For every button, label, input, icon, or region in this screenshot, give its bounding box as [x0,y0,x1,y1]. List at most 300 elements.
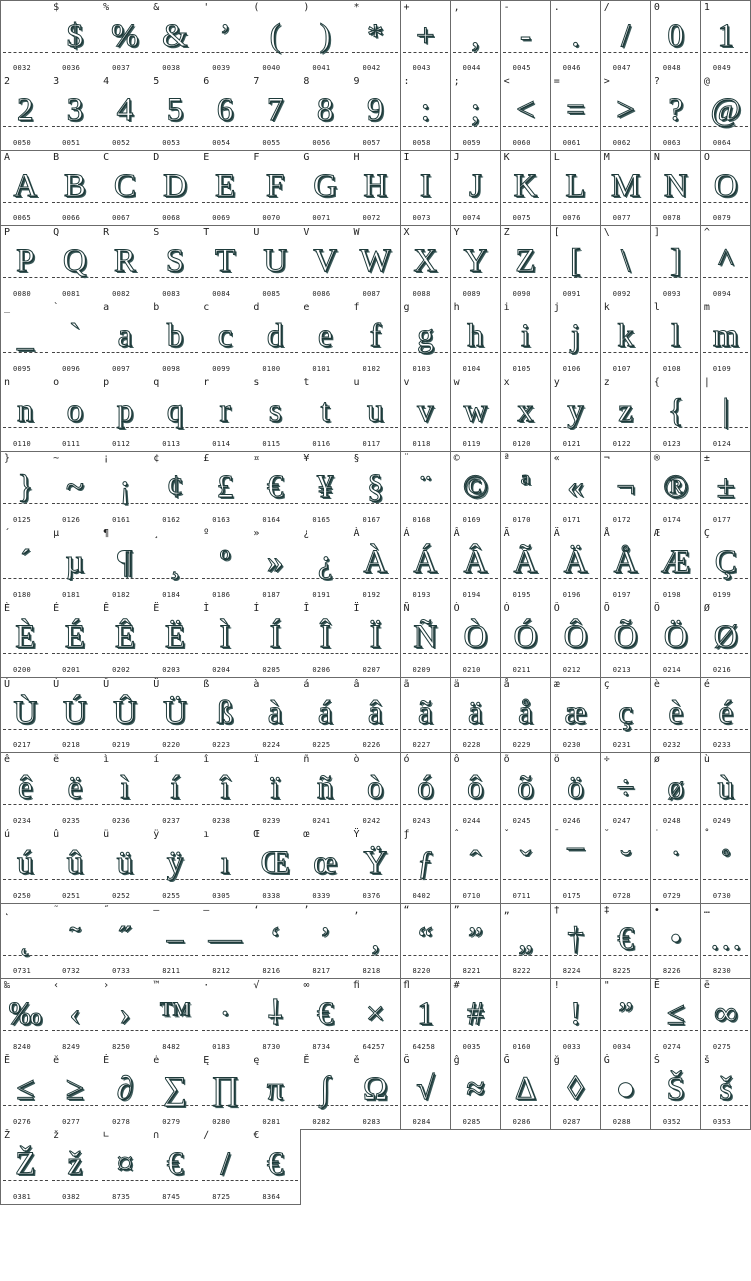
glyph-cell [0,1129,51,1205]
glyph-label: ñ [303,753,310,765]
glyph-code: 8725 [212,1193,231,1202]
glyph-preview: † [567,920,584,957]
glyph-preview: 6 [216,92,234,129]
glyph-cell [401,602,452,678]
glyph-cell [651,0,702,76]
glyph-code: 0244 [462,816,481,825]
glyph-cell [50,1129,101,1205]
glyph-preview: ô [467,769,484,806]
glyph-cell [401,151,452,227]
glyph-preview: ¿ [317,544,333,581]
glyph-preview [501,991,551,1037]
glyph-label: Ġ [603,1055,610,1067]
glyph-label: â [353,678,360,690]
glyph-preview: K [513,167,538,204]
glyph-preview: € [166,1146,184,1183]
glyph-preview: € [617,920,634,957]
glyph-cell [401,979,452,1055]
glyph-label: å [503,678,510,690]
glyph-cell [150,828,201,904]
glyph-label: K [503,151,510,163]
glyph-code: 0729 [662,892,681,901]
glyph-label: N [653,151,660,163]
glyph-preview: s [268,393,282,430]
glyph-code: 0073 [412,214,431,223]
glyph-label: # [453,979,460,991]
glyph-preview: ù [717,769,734,806]
glyph-label: ¬ [603,452,610,464]
glyph-label: Š [653,1055,660,1067]
glyph-label: ∩ [153,1130,160,1142]
glyph-cell [651,226,702,302]
glyph-cell [300,452,351,528]
glyph-cell [200,602,251,678]
glyph-cell [100,828,151,904]
glyph-preview: [ [570,242,581,279]
glyph-cell [401,75,452,151]
glyph-code: 0060 [512,139,531,148]
glyph-preview: ≈ [466,1071,485,1108]
glyph-cell [0,904,51,980]
glyph-code: 0111 [62,440,81,449]
glyph-cell [451,753,502,829]
glyph-cell [50,904,101,980]
glyph-code: 0251 [62,892,81,901]
glyph-cell [350,602,401,678]
glyph-preview: : [420,92,430,129]
glyph-preview: è [668,694,683,731]
glyph-label: ¶ [103,528,110,540]
glyph-code: 0198 [662,590,681,599]
glyph-label: ˆ [453,829,460,841]
glyph-cell [551,226,602,302]
glyph-label: Œ [253,829,260,841]
glyph-preview: € [266,1146,284,1183]
glyph-cell [501,151,552,227]
glyph-cell [150,301,201,377]
glyph-cell [651,151,702,227]
glyph-label: Ù [4,678,11,690]
glyph-preview: œ [313,845,338,882]
glyph-cell [50,753,101,829]
glyph-code: 0112 [112,440,131,449]
glyph-code: 0121 [562,440,581,449]
glyph-preview: © [462,468,488,505]
glyph-code: 8249 [62,1042,81,1051]
glyph-label: ` [53,302,60,314]
glyph-preview: ´ [19,544,31,581]
glyph-cell [701,527,751,603]
glyph-preview: ● [615,1071,636,1108]
glyph-cell [150,376,201,452]
glyph-cell [250,1054,301,1130]
glyph-preview: « [567,468,584,505]
glyph-code: 0034 [612,1042,631,1051]
glyph-label: V [303,226,310,238]
glyph-code: 0730 [712,892,731,901]
glyph-preview: ¶ [117,544,133,581]
glyph-cell [501,1054,552,1130]
glyph-label: Î [303,603,310,615]
glyph-preview: j [570,318,581,355]
glyph-code: 0163 [212,515,231,524]
glyph-preview: W [359,242,391,279]
glyph-code: 0037 [112,63,131,72]
glyph-label: ÿ [153,829,160,841]
glyph-code: 0089 [462,289,481,298]
glyph-preview: ü [116,845,134,882]
glyph-code: 0353 [712,1117,731,1126]
glyph-preview: I [419,167,431,204]
glyph-code: 0065 [13,214,32,223]
glyph-code: 0043 [412,63,431,72]
glyph-code: 0098 [162,364,181,373]
glyph-cell [300,376,351,452]
glyph-cell [451,602,502,678]
glyph-cell [551,1054,602,1130]
glyph-label: ¢ [153,452,160,464]
glyph-code: 0339 [312,892,331,901]
glyph-cell [501,602,552,678]
glyph-label: ˇ [503,829,510,841]
glyph-code: 0040 [262,63,281,72]
glyph-code: 0092 [612,289,631,298]
glyph-code: 0119 [462,440,481,449]
glyph-preview: k [617,318,634,355]
glyph-cell [100,301,151,377]
glyph-code: 0097 [112,364,131,373]
glyph-cell [100,376,151,452]
glyph-cell [200,301,251,377]
glyph-cell [651,828,702,904]
glyph-code: 0711 [512,892,531,901]
glyph-preview: G [313,167,338,204]
glyph-code: 0079 [712,214,731,223]
glyph-label: ´ [4,528,11,540]
glyph-cell [601,376,652,452]
glyph-label: Æ [653,528,660,540]
glyph-cell [601,226,652,302]
glyph-label: £ [203,452,210,464]
glyph-code: 0103 [412,364,431,373]
glyph-label: û [53,829,60,841]
glyph-label: ğ [553,1055,560,1067]
glyph-label: ë [53,753,60,765]
glyph-label: S [153,226,160,238]
glyph-label: ü [103,829,110,841]
glyph-cell [0,678,51,754]
glyph-cell [350,226,401,302]
glyph-cell [0,151,51,227]
glyph-cell [501,376,552,452]
glyph-cell [501,527,552,603]
glyph-cell [50,1054,101,1130]
glyph-cell [150,979,201,1055]
glyph-cell [551,75,602,151]
glyph-code: 0182 [112,590,131,599]
glyph-preview: ≤ [16,1071,35,1108]
glyph-cell [551,979,602,1055]
glyph-code: 0118 [412,440,431,449]
glyph-preview: n [17,393,34,430]
glyph-preview: ’ [319,920,331,957]
glyph-label: $ [53,2,60,13]
glyph-code: 0186 [212,590,231,599]
glyph-cell [350,1054,401,1130]
glyph-code: 0280 [212,1117,231,1126]
glyph-label: á [303,678,310,690]
glyph-cell [401,452,452,528]
glyph-label: ‹ [53,979,60,991]
glyph-label: ’ [303,904,310,916]
glyph-label: O [703,151,710,163]
glyph-code: 0227 [412,741,431,750]
glyph-label: Í [253,603,260,615]
glyph-code: 0199 [712,590,731,599]
glyph-preview: £ [216,468,234,505]
glyph-code: 0202 [112,666,131,675]
glyph-preview: Ω [362,1071,388,1108]
glyph-code: 0733 [112,967,131,976]
glyph-code: 0210 [462,666,481,675]
glyph-preview: ∆ [515,1071,536,1108]
glyph-preview: ] [670,242,682,279]
glyph-cell [300,301,351,377]
glyph-cell [200,1054,251,1130]
glyph-code: 0160 [512,1042,531,1051]
glyph-code: 0233 [712,741,731,750]
glyph-code: 0243 [412,816,431,825]
glyph-preview: Ã [513,544,538,581]
glyph-code: 0081 [62,289,81,298]
glyph-preview: ƒ [417,845,434,882]
glyph-label: & [153,2,160,13]
glyph-preview: N [663,167,688,204]
glyph-code: 0731 [13,967,32,976]
glyph-code: 0161 [112,515,131,524]
glyph-preview: Ö [663,619,688,656]
glyph-preview: ã [417,694,433,731]
glyph-label: 7 [253,76,260,88]
glyph-cell [601,904,652,980]
glyph-cell [0,527,51,603]
glyph-preview: f [369,318,381,355]
glyph-label: k [603,302,610,314]
glyph-label: ò [353,753,360,765]
glyph-code: 0074 [462,214,481,223]
glyph-code: 0048 [662,63,681,72]
glyph-code: 0277 [62,1117,81,1126]
glyph-code: 8250 [112,1042,131,1051]
glyph-preview: å [518,694,533,731]
glyph-label: ﬂ [403,979,410,991]
glyph-code: 8745 [162,1193,181,1202]
glyph-preview: i [520,318,531,355]
glyph-label: … [703,904,710,916]
glyph-code: 0126 [62,515,81,524]
glyph-preview: ® [663,468,689,505]
glyph-preview: | [722,393,729,430]
glyph-cell [350,753,401,829]
glyph-label: ö [553,753,560,765]
glyph-label: ù [703,753,710,765]
glyph-preview: Ï [369,619,381,656]
glyph-preview: 0 [667,18,684,54]
glyph-preview: g [417,318,434,355]
glyph-cell [651,979,702,1055]
glyph-preview: ì [120,769,130,806]
glyph-cell [601,602,652,678]
glyph-code: 0072 [362,214,381,223]
glyph-preview: P [16,242,35,279]
glyph-cell [451,0,502,76]
glyph-cell [651,376,702,452]
glyph-label: √ [253,979,260,991]
glyph-label: + [403,2,410,13]
glyph-preview: 1 [417,995,434,1032]
glyph-code: 0066 [62,214,81,223]
glyph-code: 0167 [362,515,381,524]
glyph-cell [300,151,351,227]
glyph-preview: × [365,995,385,1032]
glyph-label: f [353,302,360,314]
glyph-code: 0120 [512,440,531,449]
glyph-label: ‡ [603,904,610,916]
glyph-code: 0122 [612,440,631,449]
glyph-label: Z [503,226,510,238]
glyph-cell [401,828,452,904]
glyph-label: ª [503,452,510,464]
glyph-code: 8230 [712,967,731,976]
glyph-preview: R [113,242,136,279]
glyph-code: 8218 [362,967,381,976]
glyph-code: 0069 [212,214,231,223]
glyph-cell [701,0,751,76]
glyph-cell [350,376,401,452]
glyph-cell [350,301,401,377]
glyph-label: ) [303,2,310,13]
glyph-preview: ˇ [519,845,531,882]
glyph-code: 0100 [262,364,281,373]
glyph-label: Ÿ [353,829,360,841]
glyph-label: ± [703,452,710,464]
glyph-label: ô [453,753,460,765]
glyph-label: v [403,377,410,389]
glyph-code: 8734 [312,1042,331,1051]
glyph-code: 8212 [212,967,231,976]
glyph-cell [200,452,251,528]
glyph-preview: ? [668,92,683,129]
glyph-code: 0245 [512,816,531,825]
glyph-preview: 4 [116,92,134,129]
glyph-preview: E [214,167,236,204]
glyph-cell [651,75,702,151]
glyph-label: µ [53,528,60,540]
glyph-code: 0082 [112,289,131,298]
glyph-label: ä [453,678,460,690]
glyph-preview: D [163,167,187,204]
glyph-preview: ‚ [369,920,381,957]
glyph-cell [701,828,751,904]
glyph-cell [651,452,702,528]
glyph-label: d [253,302,260,314]
glyph-code: 0164 [262,515,281,524]
glyph-preview: y [567,393,584,430]
glyph-code: 0281 [262,1117,281,1126]
glyph-label: ~ [53,452,60,464]
glyph-code: 8730 [262,1042,281,1051]
glyph-cell [0,979,51,1055]
glyph-label: J [453,151,460,163]
glyph-cell [701,602,751,678]
glyph-cell [551,0,602,76]
glyph-cell [100,904,151,980]
glyph-cell [701,301,751,377]
glyph-code: 0085 [262,289,281,298]
glyph-cell [350,678,401,754]
glyph-cell [250,527,301,603]
glyph-code: 0203 [162,666,181,675]
glyph-preview: û [66,845,84,882]
glyph-cell [701,979,751,1055]
glyph-cell [701,151,751,227]
glyph-preview: · [219,995,231,1032]
glyph-cell [200,226,251,302]
glyph-label: > [603,76,610,88]
glyph-preview: ª [520,468,530,505]
glyph-label: { [653,377,660,389]
glyph-code: 0053 [162,139,181,148]
glyph-cell [601,678,652,754]
glyph-preview: a [117,318,133,355]
glyph-code: 0096 [62,364,81,373]
glyph-preview: - [519,18,531,54]
glyph-cell [200,376,251,452]
glyph-cell [701,678,751,754]
glyph-label: Ê [103,603,110,615]
glyph-cell [300,678,351,754]
glyph-preview: , [471,18,480,54]
glyph-code: 0077 [612,214,631,223]
glyph-preview: + [416,18,435,54]
glyph-label: ę [253,1055,260,1067]
glyph-code: 0033 [562,1042,581,1051]
glyph-code: 0235 [62,816,81,825]
glyph-code: 0050 [13,139,32,148]
glyph-cell [250,226,301,302]
glyph-cell [50,828,101,904]
glyph-code: 0063 [662,139,681,148]
glyph-preview: ø [667,769,684,806]
glyph-label: ' [203,2,210,13]
glyph-preview: > [616,92,635,129]
glyph-preview: = [566,92,585,129]
glyph-code: 0047 [612,63,631,72]
glyph-preview: H [363,167,388,204]
glyph-cell [551,301,602,377]
glyph-code: 8364 [262,1193,281,1202]
glyph-code: 0710 [462,892,481,901]
glyph-code: 0114 [212,440,231,449]
glyph-label: Ô [553,603,560,615]
glyph-code: 0192 [362,590,381,599]
glyph-code: 0247 [612,816,631,825]
glyph-code: 0234 [13,816,32,825]
glyph-cell [50,151,101,227]
glyph-label: P [4,226,11,238]
glyph-preview: < [516,92,535,129]
glyph-code: 0055 [262,139,281,148]
